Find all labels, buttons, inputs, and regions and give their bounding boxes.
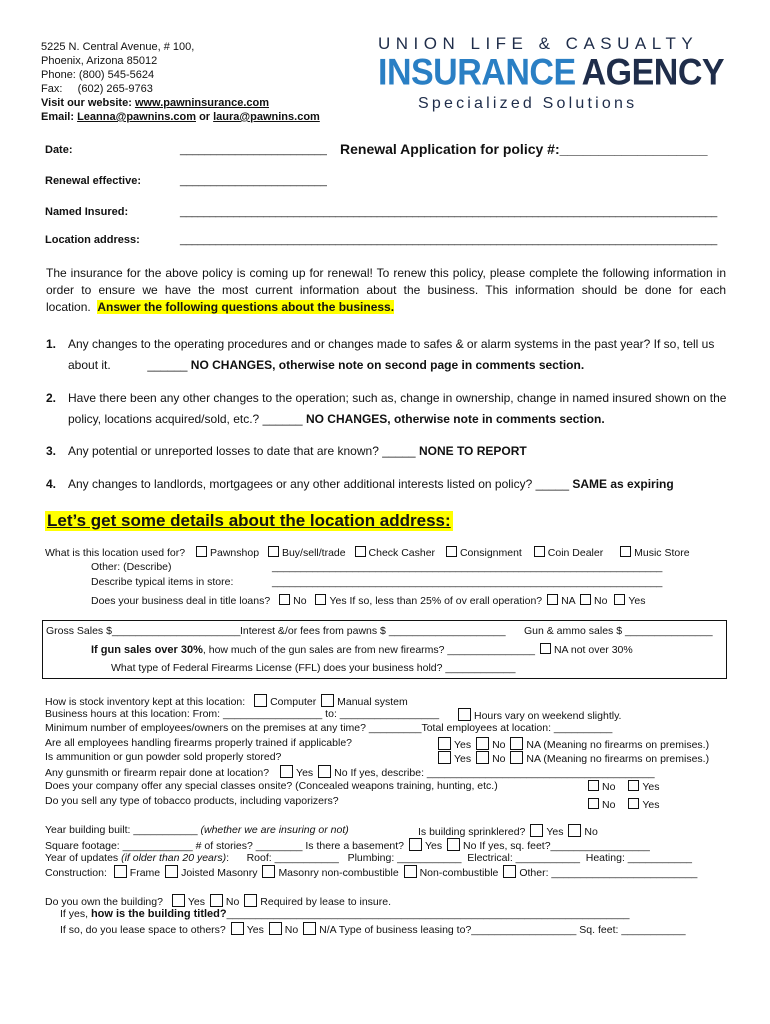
- fax: Fax: (602) 265-9763: [41, 83, 153, 95]
- question-2-blank[interactable]: ______: [262, 412, 303, 426]
- powder-question: Is ammunition or gun powder sold properly stored?: [45, 751, 282, 763]
- titled-field[interactable]: _____________________________________________________________________: [226, 908, 630, 920]
- lease-space-row: If so, do you lease space to others? Yes No N/A Type of business leasing to?__________________ Sq. feet: ___________: [60, 924, 686, 936]
- lease-na-checkbox[interactable]: [303, 922, 316, 935]
- year-of-updates-row: Year of updates (if older than 20 years): Roof: ___________ Plumbing: ___________ Electrical: ___________ Heating: ___________: [45, 852, 693, 864]
- gunsmith-row: Any gunsmith or firearm repair done at location? Yes No If yes, describe: _______________________________________: [45, 767, 655, 779]
- logo-tagline: Specialized Solutions: [418, 95, 638, 112]
- logo-line-1: UNION LIFE & CASUALTY: [378, 34, 699, 53]
- renewal-effective-field[interactable]: ________________________: [180, 175, 327, 187]
- interest-fees-field[interactable]: Interest &/or fees from pawns $ ____________________: [240, 625, 506, 637]
- consignment-checkbox[interactable]: [446, 546, 457, 557]
- powder-no-checkbox[interactable]: [476, 751, 489, 764]
- other-describe-field[interactable]: ____________________________________________________________________: [272, 561, 663, 573]
- sprinklered-row: Is building sprinklered? Yes No: [418, 826, 598, 838]
- music-store-checkbox[interactable]: [620, 546, 631, 557]
- special-no-checkbox[interactable]: [588, 780, 599, 791]
- special-yes-checkbox[interactable]: [628, 780, 639, 791]
- min-employees-field[interactable]: Minimum number of employees/owners on the premises at any time? _________Total employees at location: __________: [45, 722, 613, 734]
- title-yes-checkbox[interactable]: [614, 594, 625, 605]
- email-link-2[interactable]: laura@pawnins.com: [213, 111, 320, 123]
- tobacco-no-checkbox[interactable]: [588, 798, 599, 809]
- pawnshop-checkbox[interactable]: [196, 546, 207, 557]
- coin-dealer-checkbox[interactable]: [534, 546, 545, 557]
- title-loans-question: Does your business deal in title loans?: [91, 595, 271, 607]
- question-3-answer: NONE TO REPORT: [418, 444, 527, 458]
- special-classes-answers: No Yes: [586, 780, 660, 793]
- logo-word-agency: AGENCY: [581, 52, 725, 94]
- basement-no-checkbox[interactable]: [447, 838, 460, 851]
- powder-answers: Yes No NA (Meaning no firearms on premises.): [436, 751, 709, 765]
- lease-no-checkbox[interactable]: [269, 922, 282, 935]
- year-built-field[interactable]: Year building built: ___________: [45, 824, 198, 836]
- stock-inventory-row: How is stock inventory kept at this location: Computer Manual system: [45, 696, 408, 708]
- sprinklered-no-checkbox[interactable]: [568, 824, 581, 837]
- typical-items-field[interactable]: ____________________________________________________________________: [272, 576, 663, 588]
- construction-row: Construction: Frame Joisted Masonry Masonry non-combustible Non-combustible Other: _________________________: [45, 867, 698, 879]
- weekend-hours-checkbox[interactable]: [458, 708, 471, 721]
- other-construction-checkbox[interactable]: [503, 865, 516, 878]
- question-2-text: Have there been any other changes to the operation; such as, change in ownership, change in named insured shown on the policy, locations acquired/sold, etc.?: [68, 391, 727, 426]
- email-or: or: [199, 111, 211, 123]
- details-heading: Let’s get some details about the location address:: [47, 511, 451, 530]
- business-hours-field[interactable]: Business hours at this location: From: _________________ to: _________________: [45, 708, 440, 720]
- gunsmith-no-checkbox[interactable]: [318, 765, 331, 778]
- question-4-answer: SAME as expiring: [572, 477, 674, 491]
- question-1-blank[interactable]: ______: [147, 358, 188, 372]
- tobacco-question: Do you sell any type of tobacco products, including vaporizers?: [45, 795, 339, 807]
- email-link-1[interactable]: Leanna@pawnins.com: [77, 111, 196, 123]
- tobacco-answers: No Yes: [586, 798, 660, 811]
- own-yes-checkbox[interactable]: [172, 894, 185, 907]
- question-2-answer: NO CHANGES, otherwise note in comments section.: [305, 412, 605, 426]
- title-no-checkbox[interactable]: [580, 594, 591, 605]
- joisted-masonry-checkbox[interactable]: [165, 865, 178, 878]
- square-footage-field[interactable]: Square footage: ____________ # of stories? ________ Is there a basement?: [45, 840, 405, 852]
- date-field[interactable]: ________________________: [180, 144, 327, 156]
- trained-answers: Yes No NA (Meaning no firearms on premises.): [436, 737, 709, 751]
- trained-yes-checkbox[interactable]: [438, 737, 451, 750]
- ffl-question[interactable]: What type of Federal Firearms License (FFL) does your business hold? ____________: [111, 662, 516, 674]
- question-4-blank[interactable]: _____: [535, 477, 569, 491]
- phone: Phone: (800) 545-5624: [41, 69, 155, 81]
- named-insured-label: Named Insured:: [45, 206, 129, 218]
- intro-paragraph: [46, 265, 726, 316]
- gross-sales-field[interactable]: Gross Sales $______________________: [46, 625, 241, 637]
- question-3-text: Any potential or unreported losses to date that are known?: [68, 444, 379, 458]
- year-built-row: [45, 824, 349, 836]
- gun-sales-over-30-row: If gun sales over 30%, how much of the gun sales are from new firearms? _______________ NA not over 30%: [91, 644, 633, 656]
- na-not-over-30-checkbox[interactable]: [540, 643, 551, 654]
- lease-type-field[interactable]: N/A Type of business leasing to?__________________ Sq. feet: ___________: [319, 924, 686, 936]
- question-4: 4. Any changes to landlords, mortgagees or any other additional interests listed on policy? _____ SAME as expiring: [46, 477, 674, 491]
- question-1-text: Any changes to the operating procedures and or changes made to safes & or alarm systems in the past year? If so, tell us about it.: [68, 337, 715, 372]
- trained-question: Are all employees handling firearms properly trained if applicable?: [45, 737, 352, 749]
- date-label: Date:: [45, 144, 73, 156]
- renewal-title: Renewal Application for policy #:___________________: [340, 141, 708, 157]
- weekend-hours-row: Hours vary on weekend slightly.: [456, 708, 621, 722]
- masonry-noncombustible-checkbox[interactable]: [262, 865, 275, 878]
- website-link[interactable]: www.pawninsurance.com: [134, 97, 270, 109]
- renewal-effective-label: Renewal effective:: [45, 175, 141, 187]
- buy-sell-trade-checkbox[interactable]: [268, 546, 279, 557]
- updates-fields[interactable]: : Roof: ___________ Plumbing: ___________ Electrical: ___________ Heating: ___________: [226, 852, 693, 864]
- trained-na-checkbox[interactable]: [510, 737, 523, 750]
- question-1-answer: NO CHANGES, otherwise note on second page in comments section.: [190, 358, 585, 372]
- contact-block: [41, 40, 320, 124]
- gun-ammo-sales-field[interactable]: Gun & ammo sales $ _______________: [524, 625, 713, 637]
- intro-text: The insurance for the above policy is coming up for renewal! To renew this policy, please complete the following information in order to ensure we have the most current information about the business. This information should be done for each location.: [46, 266, 726, 314]
- title-loans-no-checkbox[interactable]: [279, 594, 290, 605]
- own-no-checkbox[interactable]: [210, 894, 223, 907]
- powder-na-checkbox[interactable]: [510, 751, 523, 764]
- location-use-label: What is this location used for?: [45, 547, 186, 559]
- year-built-note: (whether we are insuring or not): [200, 824, 349, 836]
- basement-sqft-field[interactable]: No If yes, sq. feet?_________________: [463, 840, 650, 852]
- location-address-field[interactable]: __________________________________________________________________________________________: [180, 234, 718, 246]
- noncombustible-checkbox[interactable]: [404, 865, 417, 878]
- powder-yes-checkbox[interactable]: [438, 751, 451, 764]
- trained-no-checkbox[interactable]: [476, 737, 489, 750]
- manual-system-checkbox[interactable]: [321, 694, 334, 707]
- address-line-1: 5225 N. Central Avenue, # 100,: [41, 41, 195, 53]
- email-label: Email:: [41, 111, 75, 123]
- question-3-blank[interactable]: _____: [382, 444, 416, 458]
- intro-highlight: Answer the following questions about the business.: [97, 300, 395, 314]
- question-1: 1. Any changes to the operating procedures and or changes made to safes & or alarm systems in the past year? If so, tell us about it. ______ NO CHANGES, otherwise note on second page in comments section.: [46, 337, 715, 372]
- question-3: 3. Any potential or unreported losses to date that are known? _____ NONE TO REPORT: [46, 444, 527, 458]
- agency-logo: [378, 34, 724, 113]
- required-by-lease-checkbox[interactable]: [244, 894, 257, 907]
- gunsmith-yes-checkbox[interactable]: [280, 765, 293, 778]
- location-use-row: What is this location used for? Pawnshop Buy/sell/trade Check Casher Consignment Coin Dealer Music Store: [45, 547, 690, 559]
- question-2: 2. Have there been any other changes to the operation; such as, change in ownership, change in named insured shown on the policy, locations acquired/sold, etc.? ______ NO CHANGES, otherwise note in comments section.: [46, 391, 727, 426]
- frame-checkbox[interactable]: [114, 865, 127, 878]
- lease-yes-checkbox[interactable]: [231, 922, 244, 935]
- title-na-checkbox[interactable]: [547, 594, 558, 605]
- question-4-text: Any changes to landlords, mortgagees or any other additional interests listed on policy?: [68, 477, 533, 491]
- sprinklered-yes-checkbox[interactable]: [530, 824, 543, 837]
- titled-row: If yes, how is the building titled?_____________________________________________________________________: [60, 908, 630, 920]
- gun-sales-over-30-bold: If gun sales over 30%: [91, 644, 203, 656]
- special-classes-question: Does your company offer any special classes onsite? (Concealed weapons training, hunting, etc.): [45, 780, 498, 792]
- address-line-2: Phoenix, Arizona 85012: [41, 55, 158, 67]
- title-loans-yes-checkbox[interactable]: [315, 594, 326, 605]
- title-loans-row: Does your business deal in title loans? No Yes If so, less than 25% of ov erall operation? NA No Yes: [91, 595, 646, 607]
- website-label: Visit our website:: [41, 97, 132, 109]
- computer-checkbox[interactable]: [254, 694, 267, 707]
- check-casher-checkbox[interactable]: [355, 546, 366, 557]
- other-describe-label: Other: (Describe): [91, 561, 172, 573]
- location-address-label: Location address:: [45, 234, 140, 246]
- logo-word-insurance: INSURANCE: [378, 52, 576, 94]
- basement-yes-checkbox[interactable]: [409, 838, 422, 851]
- named-insured-field[interactable]: __________________________________________________________________________________________: [180, 206, 718, 218]
- tobacco-yes-checkbox[interactable]: [628, 798, 639, 809]
- typical-items-label: Describe typical items in store:: [91, 576, 234, 588]
- square-footage-row: Square footage: ____________ # of stories? ________ Is there a basement? Yes No If yes, sq. feet?_________________: [45, 840, 650, 852]
- own-building-row: Do you own the building? Yes No Required by lease to insure.: [45, 896, 392, 908]
- gun-sales-new-firearms[interactable]: , how much of the gun sales are from new firearms? _______________: [202, 644, 536, 656]
